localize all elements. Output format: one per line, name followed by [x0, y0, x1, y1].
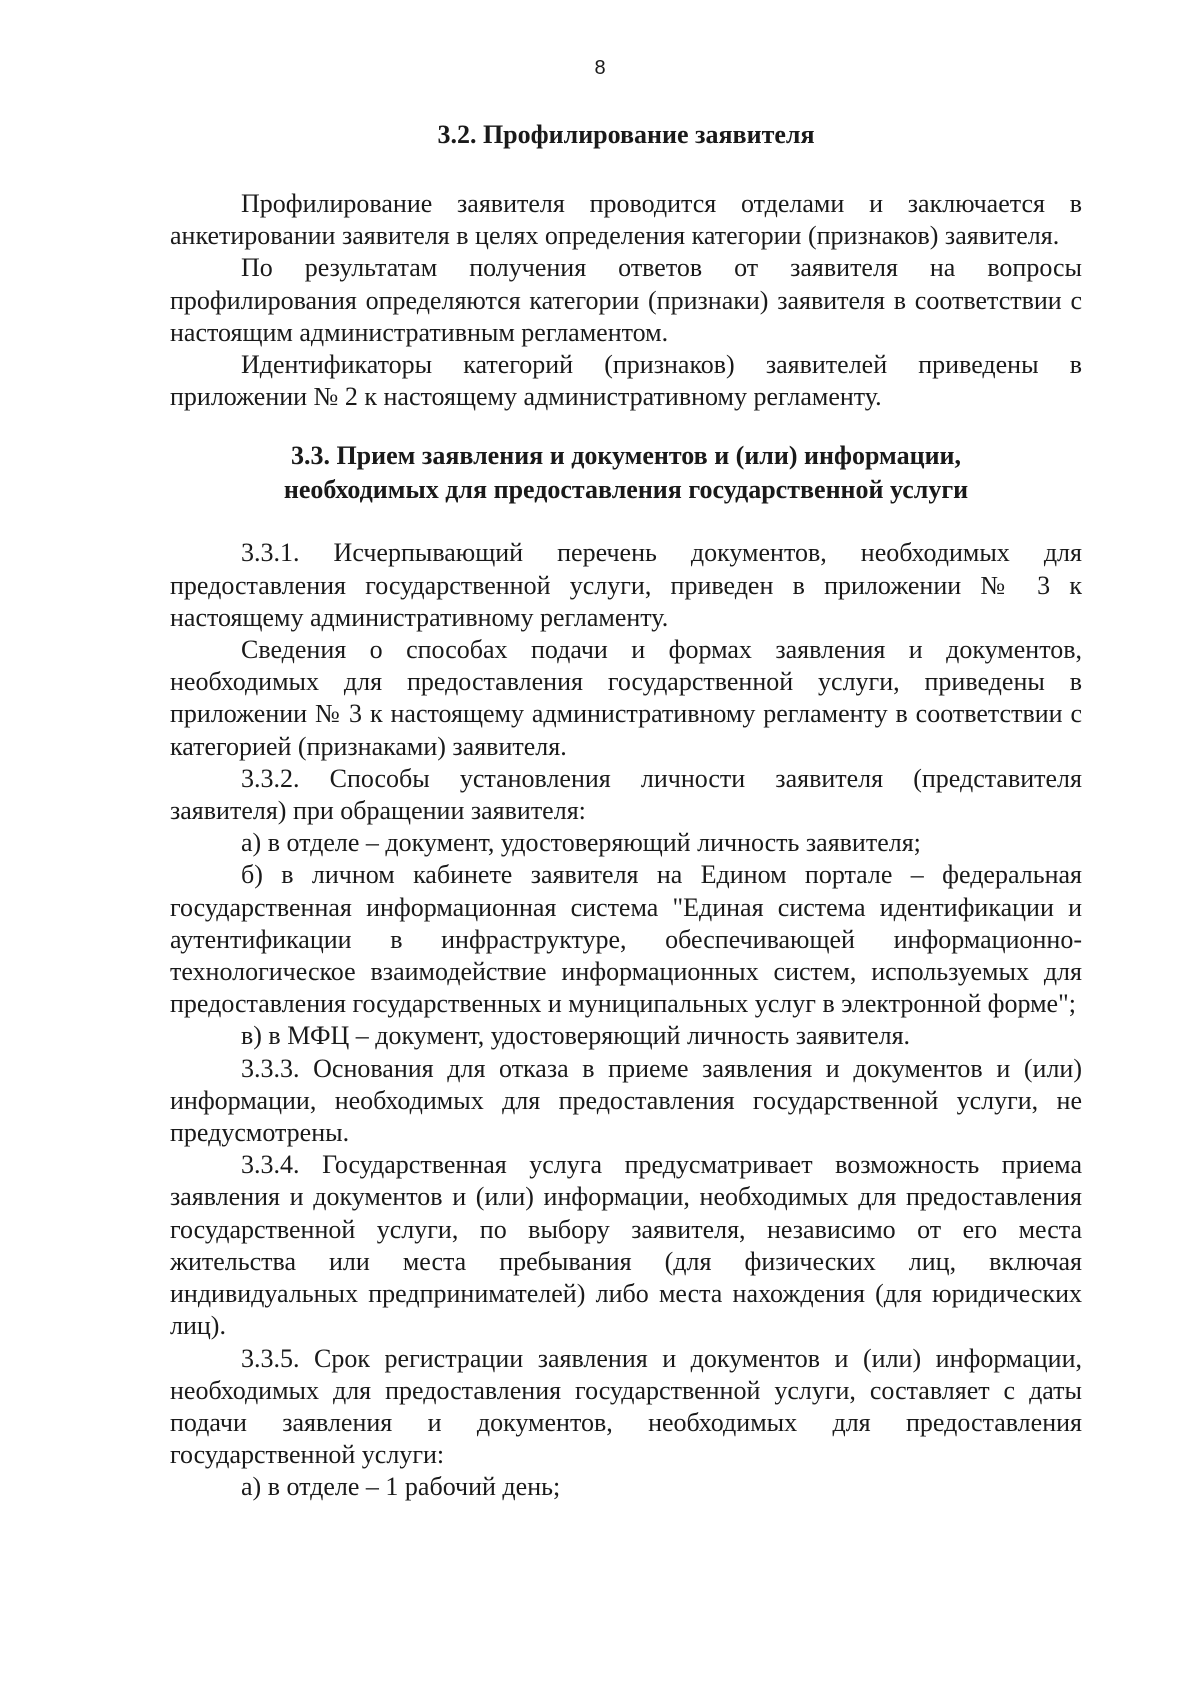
paragraph: 3.3.4. Государственная услуга предусматривает возможность приема заявления и документов и (или) информации, необходимых для предоставления государственной услуги, по выбору заявителя, независимо от его места жительства или места пребывания (для физических лиц, включая индивидуальных предпринимателей) либо места нахождения (для юридических лиц). [170, 1150, 1082, 1341]
paragraph: 3.3.3. Основания для отказа в приеме заявления и документов и (или) информации, необходимых для предоставления государственной услуги, не предусмотрены. [170, 1053, 1082, 1148]
paragraph: 3.3.1. Исчерпывающий перечень документов, необходимых для предоставления государственной услуги, приведен в приложении № 3 к настоящему административному регламенту. [170, 538, 1082, 632]
paragraph: Идентификаторы категорий (признаков) заявителей приведены в приложении № 2 к настоящему административному регламенту. [170, 350, 1082, 412]
section-3-2-title: 3.2. Профилирование заявителя [437, 120, 815, 149]
list-item: а) в отделе – 1 рабочий день; [241, 1472, 561, 1502]
page-number: 8 [594, 57, 606, 79]
paragraph: Профилирование заявителя проводится отделами и заключается в анкетировании заявителя в целях определения категории (признаков) заявителя. [170, 189, 1082, 251]
document-body [170, 118, 1082, 1504]
paragraph: 3.3.2. Способы установления личности заявителя (представителя заявителя) при обращении заявителя: [170, 763, 1082, 826]
list-item: в) в МФЦ – документ, удостоверяющий личность заявителя. [241, 1021, 911, 1051]
paragraph: Сведения о способах подачи и формах заявления и документов, необходимых для предоставления государственной услуги, приведены в приложении № 3 к настоящему административному регламенту в соответствии с категорией (признаками) заявителя. [170, 635, 1082, 761]
paragraph: По результатам получения ответов от заявителя на вопросы профилирования определяются категории (признаки) заявителя в соответствии с настоящим административным регламентом. [170, 253, 1082, 347]
section-3-3-title [170, 439, 1082, 507]
section-3-3-title-line2: необходимых для предоставления государственной услуги [283, 475, 969, 505]
list-item: а) в отделе – документ, удостоверяющий личность заявителя; [241, 828, 921, 858]
section-3-3-title-line1: 3.3. Прием заявления и документов и (или) информации, [290, 441, 962, 471]
paragraph: 3.3.5. Срок регистрации заявления и документов и (или) информации, необходимых для предоставления государственной услуги, составляет с даты подачи заявления и документов, необходимых для предоставления государственной услуги: [170, 1343, 1082, 1470]
list-item: б) в личном кабинете заявителя на Едином портале – федеральная государственная информационная система "Единая система идентификации и аутентификации в инфраструктуре, обеспечивающей информационно-технологическое взаимодействие информационных систем, используемых для предоставления государственных и муниципальных услуг в электронной форме"; [170, 860, 1082, 1019]
